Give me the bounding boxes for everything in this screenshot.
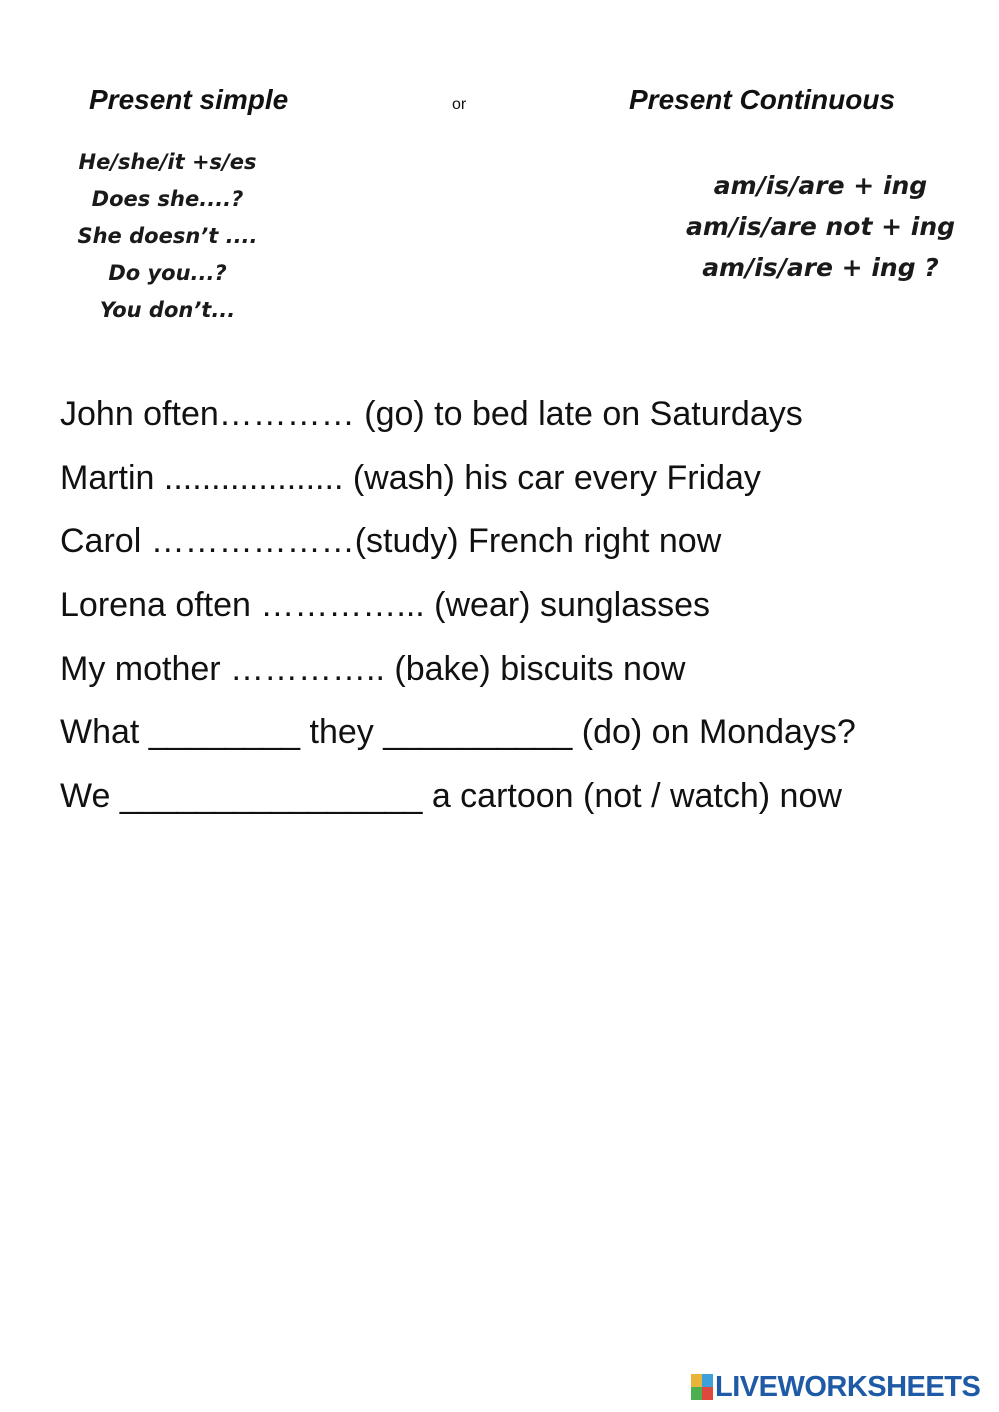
present-simple-rules bbox=[60, 144, 275, 329]
exercise-sentence: We ________________ a cartoon (not / watch) now bbox=[60, 777, 842, 816]
rule-line: Does she....? bbox=[91, 187, 244, 211]
rule-line: She doesn’t .... bbox=[77, 224, 258, 248]
liveworksheets-logo bbox=[691, 1372, 980, 1402]
logo-square bbox=[691, 1387, 702, 1400]
exercise-sentence: John often………… (go) to bed late on Saturdays bbox=[60, 395, 803, 433]
exercise-sentence: Lorena often …………... (wear) sunglasses bbox=[60, 586, 711, 625]
rule-line: He/she/it +s/es bbox=[78, 150, 257, 174]
exercise-sentences bbox=[60, 390, 980, 836]
logo-mark-icon bbox=[691, 1374, 713, 1400]
logo-text: LIVEWORKSHEETS bbox=[715, 1370, 981, 1403]
exercise-sentence: Martin ................... (wash) his car every Friday bbox=[60, 458, 761, 497]
heading-present-simple: Present simple bbox=[89, 84, 289, 115]
rule-line: am/is/are + ing bbox=[713, 171, 928, 200]
heading-present-continuous: Present Continuous bbox=[629, 84, 896, 115]
present-continuous-rules bbox=[668, 165, 973, 288]
rule-line: You don’t... bbox=[99, 298, 236, 322]
logo-square bbox=[702, 1374, 713, 1387]
heading-or: or bbox=[452, 96, 467, 113]
exercise-sentence: What ________ they __________ (do) on Mondays? bbox=[60, 713, 856, 752]
rule-line: am/is/are + ing ? bbox=[702, 253, 939, 282]
rule-line: am/is/are not + ing bbox=[685, 212, 956, 241]
rule-line: Do you...? bbox=[108, 261, 227, 285]
exercise-sentence: Carol ………………(study) French right now bbox=[60, 522, 722, 561]
logo-square bbox=[691, 1374, 702, 1387]
exercise-sentence: My mother ………….. (bake) biscuits now bbox=[60, 649, 686, 688]
logo-square bbox=[702, 1387, 713, 1400]
